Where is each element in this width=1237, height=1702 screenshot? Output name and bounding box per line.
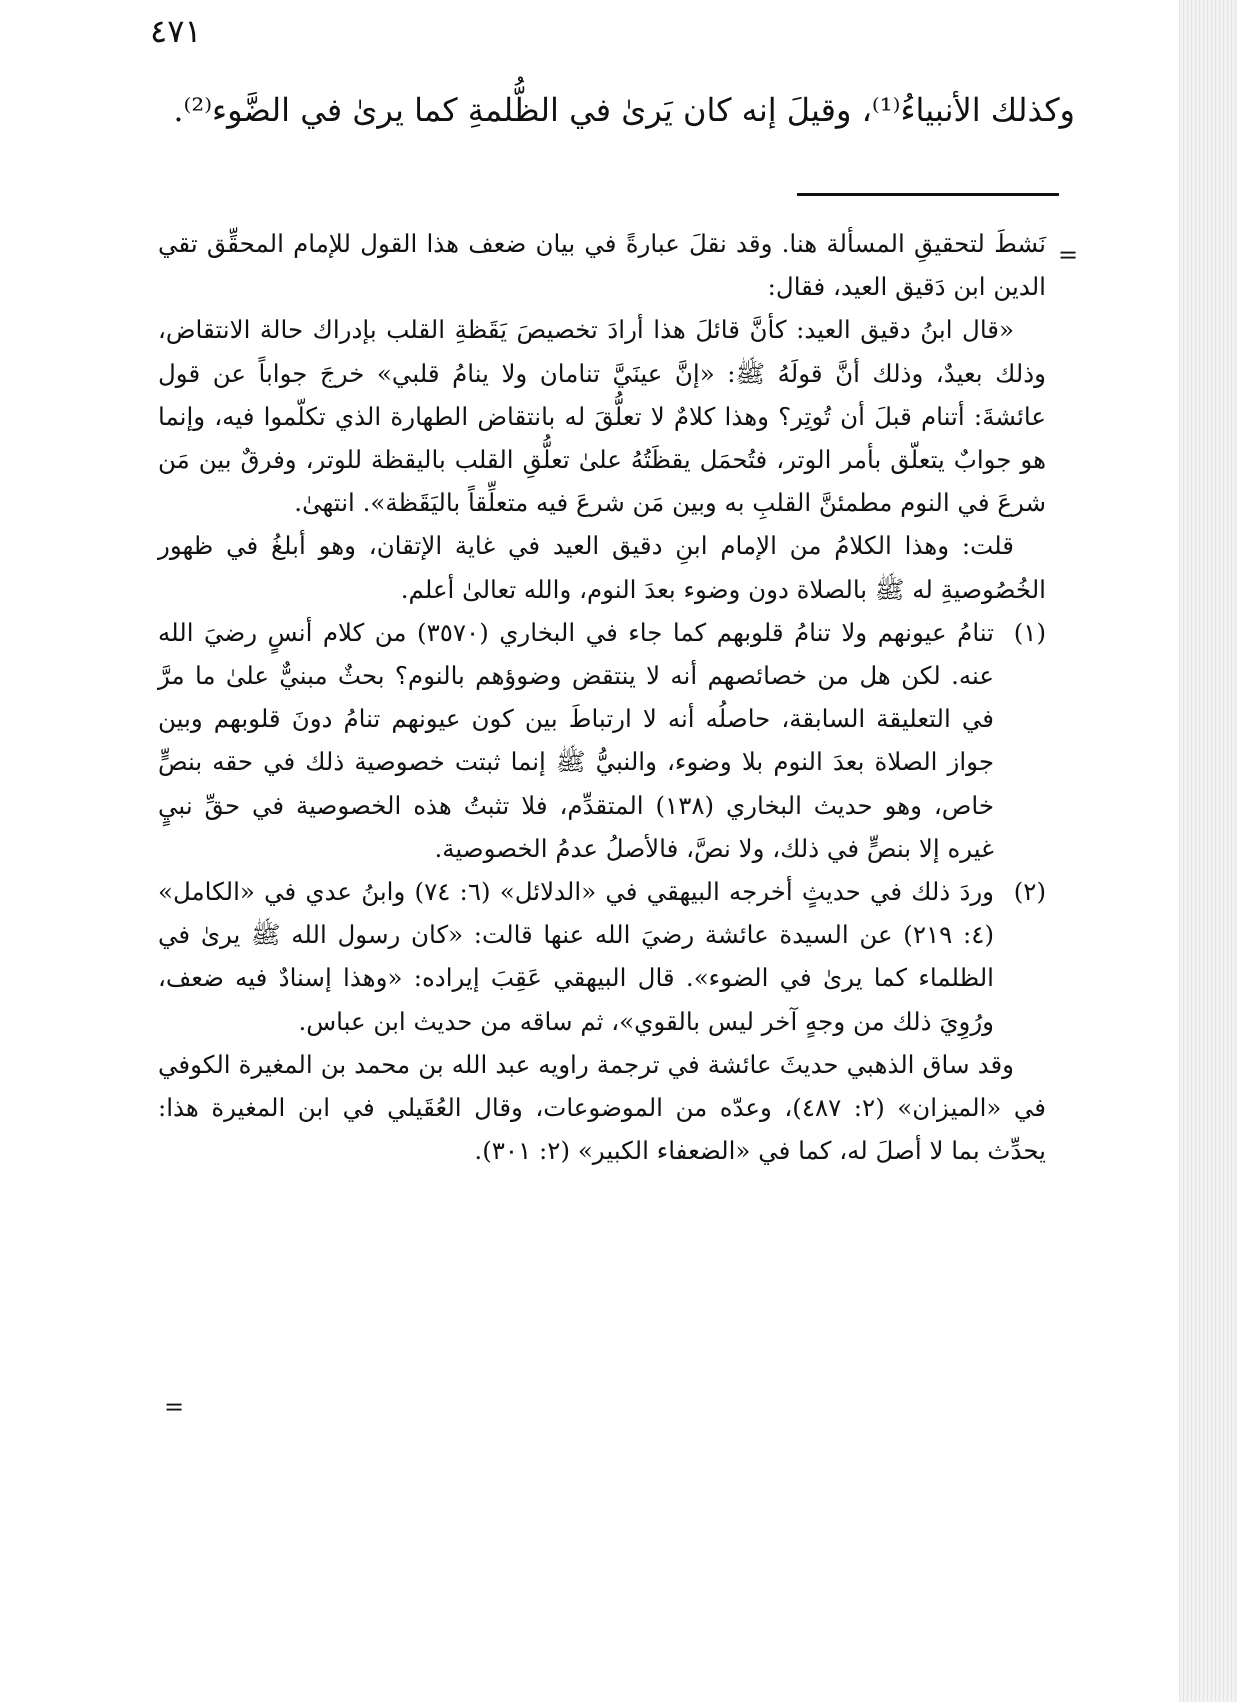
- footnote-divider: [797, 193, 1059, 196]
- page-number: ٤٧١: [150, 12, 202, 50]
- footnote-1-marker: (١): [1013, 617, 1046, 647]
- footnote-quote: «قال ابنُ دقيق العيد: كأنَّ قائلَ هذا أرادَ تخصيصَ يَقَظةِ القلب بإدراك حالة الانتقاض، وذلك بعيدٌ، وذلك أنَّ قولَهُ ﷺ: «إنَّ عينَيَّ تنامان ولا ينامُ قلبي» خرجَ جواباً عن قول عائشةَ: أتنام قبلَ أن تُوتِر؟ وهذا كلامٌ لا تعلُّقَ له بانتقاض الطهارة الذي تكلّموا فيه، وإنما هو جوابٌ يتعلّق بأمر الوتر، فتُحمَل يقظَتُهُ علىٰ تعلُّقِ القلب باليقظة للوتر، وفرقٌ بين مَن شرعَ في النوم مطمئنَّ القلبِ به وبين مَن شرعَ فيه متعلِّقاً باليَقَظة». انتهىٰ.: [158, 315, 1046, 518]
- footnote-closing: وقد ساق الذهبي حديثَ عائشة في ترجمة راويه عبد الله بن محمد بن المغيرة الكوفي في «الميزان» (٢: ٤٨٧)، وعدّه من الموضوعات، وقال العُقَيلي في ابن المغيرة هذا: يحدِّث بما لا أصلَ له، كما في «الضعفاء الكبير» (٢: ٣٠١).: [158, 1049, 1046, 1166]
- footnote-2: [158, 870, 1046, 1043]
- continuation-mark: =: [1057, 241, 1079, 269]
- footnote-continuation: نَشطَ لتحقيقِ المسألة هنا. وقد نقلَ عبارةً في بيان ضعف هذا القول للإمام المحقِّق تقي الدين ابن دَقيق العيد، فقال:: [158, 229, 1046, 302]
- footnote-1-text: تنامُ عيونهم ولا تنامُ قلوبهم كما جاء في البخاري (٣٥٧٠) من كلام أنسٍ رضيَ الله عنه. لكن هل من خصائصهم أنه لا ينتقض وضوؤهم بالنوم؟ بحثٌ مبنيٌّ علىٰ ما مرَّ في التعليقة السابقة، حاصلُه أنه لا ارتباطَ بين كون عيونهم تنامُ دونَ قلوبهم وبين جواز الصلاة بعدَ النوم بلا وضوء، والنبيُّ ﷺ إنما ثبتت خصوصية ذلك في حقه بنصٍّ خاص، وهو حديث البخاري (١٣٨) المتقدِّم، فلا تثبتُ هذه الخصوصية في حقِّ نبيٍ غيره إلا بنصٍّ في ذلك، ولا نصَّ، فالأصلُ عدمُ الخصوصية.: [158, 617, 995, 863]
- footnote-2-text: وردَ ذلك في حديثٍ أخرجه البيهقي في «الدلائل» (٦: ٧٤) وابنُ عدي في «الكامل» (٤: ٢١٩) عن السيدة عائشة رضيَ الله عنها قالت: «كان رسول الله ﷺ يرىٰ في الظلماء كما يرىٰ في الضوء». قال البيهقي عَقِبَ إيراده: «وهذا إسنادٌ فيه ضعف، ورُوِيَ ذلك من وجهٍ آخر ليس بالقوي»، ثم ساقه من حديث ابن عباس.: [158, 877, 995, 1036]
- main-text: وكذلك الأنبياءُ⁽¹⁾، وقيلَ إنه كان يَرىٰ في الظُّلمةِ كما يرىٰ في الضَّوء⁽²⁾.: [173, 91, 1075, 129]
- trailing-continuation-mark: =: [163, 1393, 185, 1421]
- footnote-2-marker: (٢): [1013, 877, 1046, 907]
- footnotes: [158, 222, 1046, 1172]
- footnote-comment: قلت: وهذا الكلامُ من الإمام ابنِ دقيق العيد في غاية الإتقان، وهو أبلغُ في ظهور الخُصُوصيةِ له ﷺ بالصلاة دون وضوء بعدَ النوم، والله تعالىٰ أعلم.: [158, 531, 1046, 604]
- footnote-1: [158, 611, 1046, 870]
